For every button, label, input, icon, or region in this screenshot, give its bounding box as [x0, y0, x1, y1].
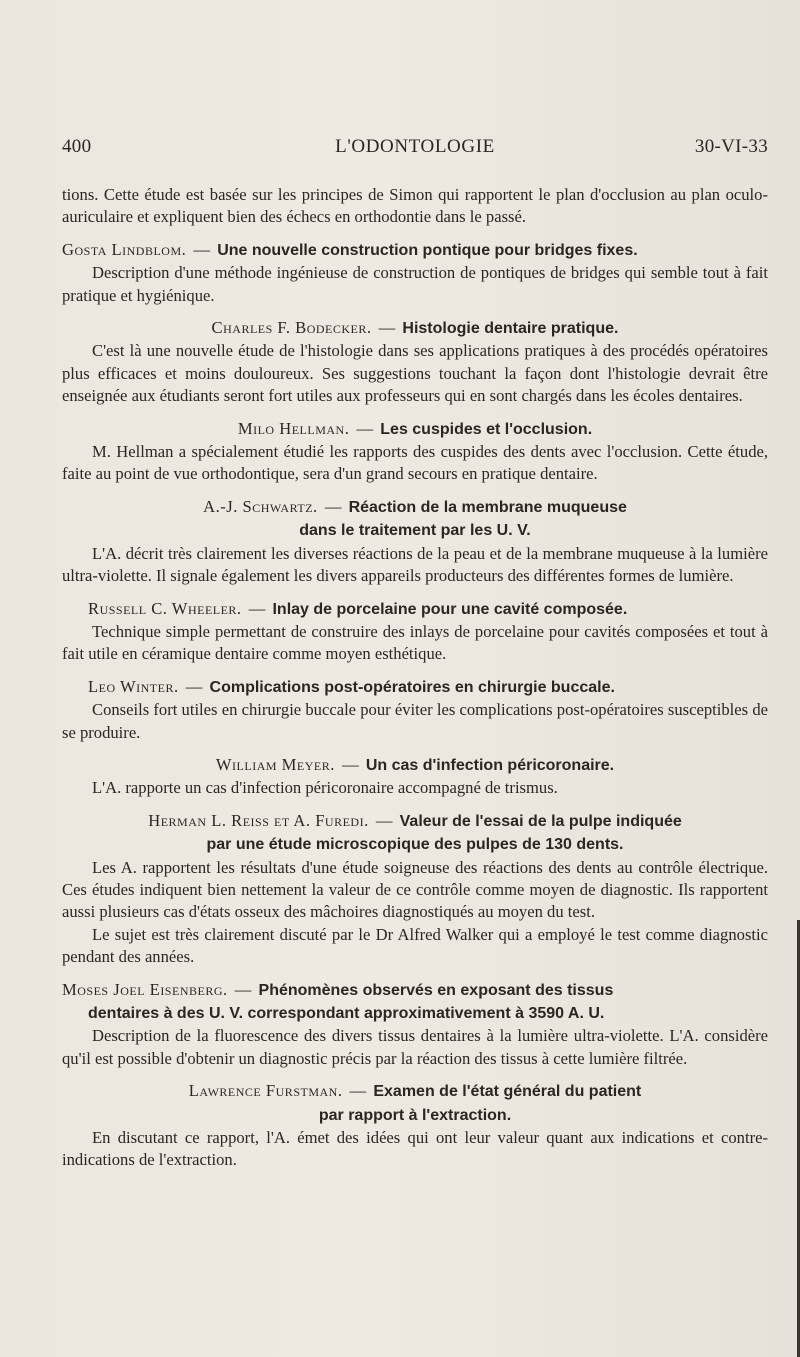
page-content [62, 184, 768, 1172]
journal-title: L'ODONTOLOGIE [335, 136, 495, 157]
abstract-entry [62, 754, 768, 800]
entry-title: Valeur de l'essai de la pulpe indiquée [399, 812, 682, 830]
abstract-entry [62, 810, 768, 969]
entry-heading: Gosta Lindblom. — Une nouvelle construction pontique pour bridges fixes. [62, 239, 638, 259]
entry-body: Les A. rapportent les résultats d'une étude soigneuse des réactions des dents au contrôle électrique. Ces études indiquent bien nettement la valeur de ce contrôle comme moyen de diagnostic. Ils rapportent aussi plusieurs cas d'états osseux des mâchoires diagnostiqués au moyen du test. [62, 857, 768, 922]
abstract-entry [62, 496, 768, 588]
entry-title: Inlay de porcelaine pour une cavité composée. [272, 600, 628, 618]
entry-heading: A.-J. Schwartz. — Réaction de la membrane muqueuse dans le traitement par les U. V. [203, 496, 627, 540]
entry-body: Technique simple permettant de construire des inlays de porcelaine pour cavités composées et tout à fait utile en céramique dentaire comme moyen esthétique. [62, 621, 768, 664]
entry-heading: Leo Winter. — Complications post-opératoires en chirurgie buccale. [88, 676, 615, 696]
abstract-entry [62, 979, 768, 1071]
abstract-entry [62, 598, 768, 666]
entry-heading: Charles F. Bodecker. — Histologie dentaire pratique. [211, 318, 619, 338]
abstract-entry [62, 676, 768, 744]
entry-title: Examen de l'état général du patient [373, 1083, 642, 1101]
entry-author: A.-J. Schwartz. [203, 496, 318, 516]
entry-title-continued: par une étude microscopique des pulpes de 130 dents. [206, 836, 624, 854]
running-header [62, 136, 768, 164]
entry-heading: Lawrence Furstman. — Examen de l'état général du patient par rapport à l'extraction. [188, 1081, 642, 1124]
entry-title-continued: dans le traitement par les U. V. [299, 522, 531, 540]
entry-title: Phénomènes observés en exposant des tissus [258, 981, 614, 999]
entry-body: L'A. rapporte un cas d'infection péricoronaire accompagné de trismus. [92, 778, 558, 798]
entry-title-continued: dentaires à des U. V. correspondant approximativement à 3590 A. U. [88, 1005, 605, 1022]
entry-title: Un cas d'infection péricoronaire. [365, 756, 615, 774]
entry-heading: Moses Joel Eisenberg. — Phénomènes observés en exposant des tissus dentaires à des U. V. correspondant approximativement à 3590 A. U. [62, 979, 614, 1022]
entry-body: C'est là une nouvelle étude de l'histologie dans ses applications pratiques à des procédés opératoires plus efficaces et moins douloureux. Ses suggestions touchant la façon dont l'histologie devrait être enseignée aux étudiants seront fort utiles aux professeurs qui en sont chargés dans les écoles dentaires. [62, 341, 768, 406]
entry-body: L'A. décrit très clairement les diverses réactions de la peau et de la membrane muqueuse à la lumière ultra-violette. Il signale également les divers appareils producteurs des différentes formes de lumière. [62, 543, 768, 586]
entry-title: Histologie dentaire pratique. [402, 320, 619, 338]
abstract-entry [62, 239, 768, 307]
entry-heading: Russell C. Wheeler. — Inlay de porcelaine pour une cavité composée. [88, 598, 628, 618]
entry-body-continued: Le sujet est très clairement discuté par le Dr Alfred Walker qui a employé le test comme diagnostic pendant des années. [62, 924, 768, 967]
entry-author: William Meyer. [215, 754, 335, 774]
abstract-entry [62, 317, 768, 408]
entry-title: Les cuspides et l'occlusion. [380, 420, 593, 438]
entry-author: Charles F. Bodecker. [211, 318, 372, 338]
entry-heading: Milo Hellman. — Les cuspides et l'occlusion. [237, 418, 593, 438]
entry-heading: William Meyer. — Un cas d'infection péricoronaire. [215, 754, 615, 774]
entry-title: Réaction de la membrane muqueuse [348, 498, 627, 516]
entry-author: Leo Winter. [88, 676, 179, 696]
entry-body: En discutant ce rapport, l'A. émet des idées qui ont leur valeur quant aux indications et contre-indications de l'extraction. [62, 1128, 768, 1170]
abstract-entry [62, 418, 768, 486]
entry-title-continued: par rapport à l'extraction. [318, 1106, 512, 1124]
intro-paragraph: tions. Cette étude est basée sur les principes de Simon qui rapportent le plan d'occlusion au plan oculo-auriculaire et expliquent bien des échecs en orthodontie dans le passé. [62, 185, 768, 227]
entry-body: Description de la fluorescence des divers tissus dentaires à la lumière ultra-violette. L'A. considère qu'il est possible d'obtenir un diagnostic précis par la réaction des tissus à cette lumière filtrée. [62, 1026, 768, 1068]
abstract-entry [62, 1080, 768, 1172]
entry-author: Herman L. Reiss et A. Furedi. [148, 810, 369, 830]
entry-heading: Herman L. Reiss et A. Furedi. — Valeur de l'essai de la pulpe indiquée par une étude microscopique des pulpes de 130 dents. [148, 810, 682, 854]
entry-author: Gosta Lindblom. [62, 239, 187, 259]
entry-body: Conseils fort utiles en chirurgie buccale pour éviter les complications post-opératoires susceptibles de se produire. [62, 700, 768, 742]
entry-author: Milo Hellman. [237, 418, 350, 438]
entry-body: M. Hellman a spécialement étudié les rapports des cuspides des dents avec l'occlusion. Cette étude, faite au point de vue orthodontique, sera d'un grand secours en pratique dentaire. [62, 442, 768, 484]
entry-title: Complications post-opératoires en chirurgie buccale. [209, 678, 615, 696]
issue-date: 30-VI-33 [694, 136, 768, 157]
entry-body: Description d'une méthode ingénieuse de construction de pontiques de bridges qui semble tout à fait pratique et hygiénique. [62, 263, 768, 305]
entry-author: Moses Joel Eisenberg. [62, 979, 228, 999]
entry-title: Une nouvelle construction pontique pour bridges fixes. [217, 241, 638, 259]
entry-author: Russell C. Wheeler. [88, 598, 242, 618]
page-number: 400 [62, 136, 92, 157]
entry-author: Lawrence Furstman. [188, 1081, 343, 1101]
